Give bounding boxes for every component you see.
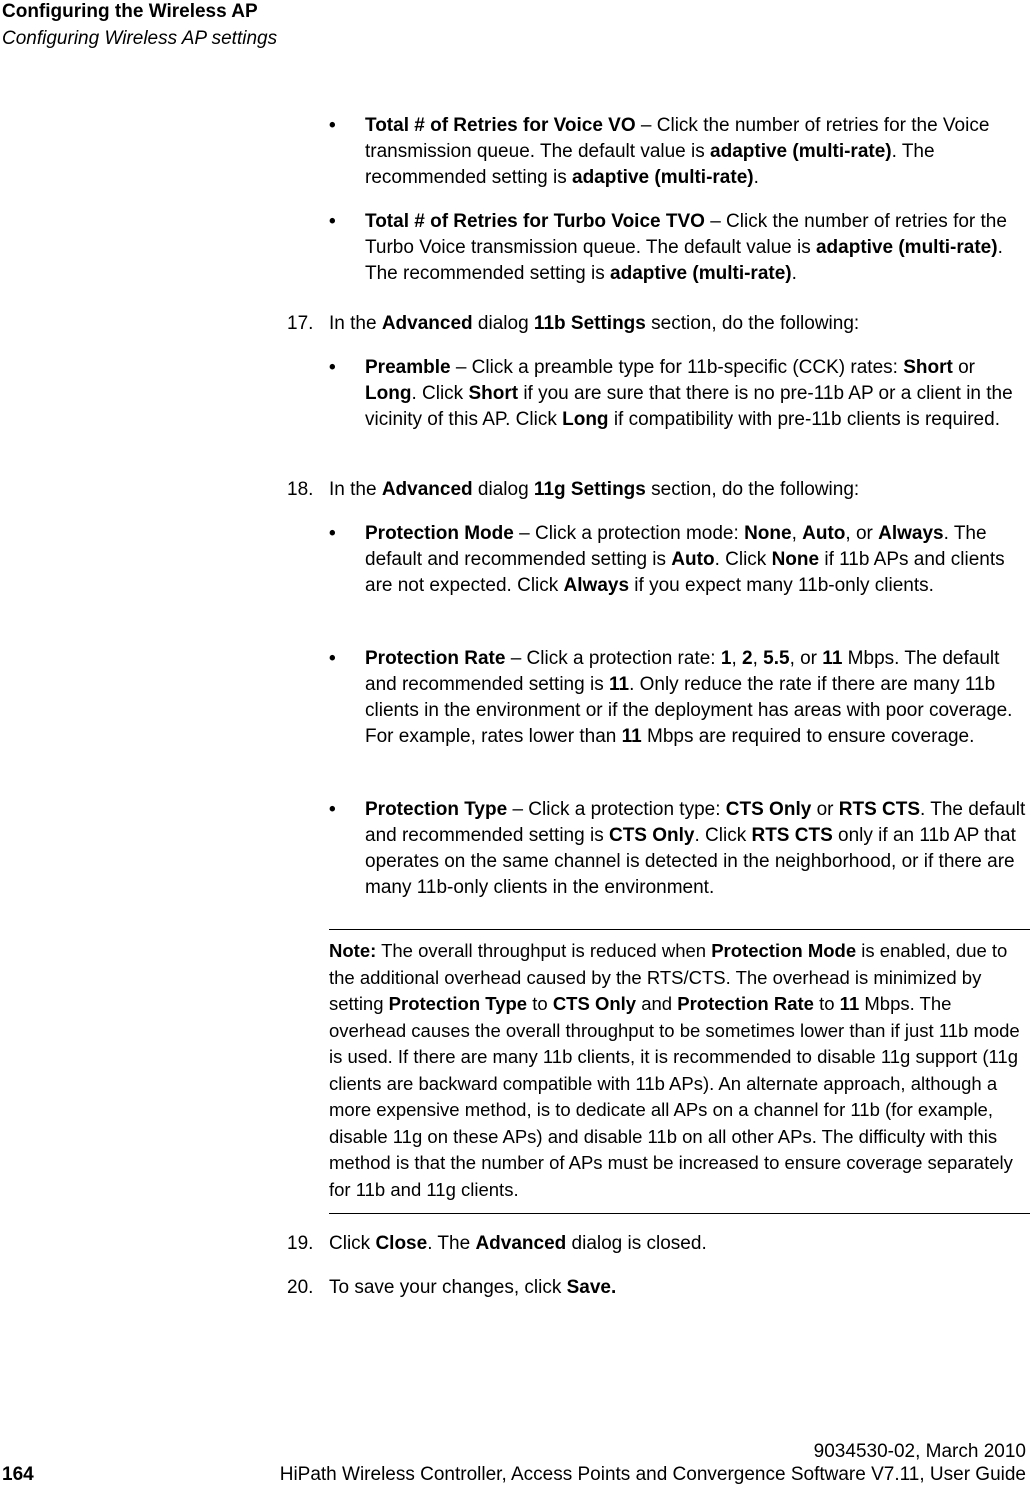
- bullet-mark: •: [329, 523, 336, 544]
- footer-page-number: 164: [2, 1464, 34, 1485]
- bullet-mark: •: [329, 115, 336, 136]
- term: Protection Type: [365, 799, 508, 820]
- bullet-text: Protection Mode – Click a protection mode: None, Auto, or Always. The default and recommended setting is Auto. Click None if 11b APs and clients are not expected. Click Always if you expect many 11b-only clients.: [365, 523, 1005, 596]
- step-18: 18. In the Advanced dialog 11g Settings section, do the following:: [287, 477, 1027, 503]
- bullet-preamble: [329, 355, 1026, 433]
- step-number: 20.: [287, 1277, 314, 1298]
- bullet-protection-rate: [329, 646, 1026, 750]
- bullet-text: Preamble – Click a preamble type for 11b-specific (CCK) rates: Short or Long. Click Short if you are sure that there is no pre-11b AP or a client in the vicinity of this AP. Click Long if compatibility with pre-11b clients is required.: [365, 357, 1013, 430]
- note-label: Note:: [329, 940, 377, 961]
- running-header-title: Configuring the Wireless AP: [2, 1, 258, 22]
- step-number: 17.: [287, 313, 314, 334]
- step-20: 20. To save your changes, click Save.: [287, 1275, 1027, 1301]
- bullet-mark: •: [329, 211, 336, 232]
- term: Protection Rate: [365, 648, 506, 669]
- footer-doc-number-date: 9034530-02, March 2010: [813, 1441, 1026, 1462]
- bullet-retries-voice-vo: [329, 113, 1026, 191]
- bullet-text: Protection Rate – Click a protection rate: 1, 2, 5.5, or 11 Mbps. The default and recommended setting is 11. Only reduce the rate if there are many 11b clients in the environment or if the deployment has areas with poor coverage. For example, rates lower than 11 Mbps are required to ensure coverage.: [365, 648, 1013, 747]
- step-17: 17. In the Advanced dialog 11b Settings section, do the following:: [287, 311, 1027, 337]
- term: Total # of Retries for Voice VO: [365, 115, 636, 136]
- term: Protection Mode: [365, 523, 514, 544]
- footer-doc-title: HiPath Wireless Controller, Access Points and Convergence Software V7.11, User Guide: [279, 1464, 1026, 1485]
- bullet-mark: •: [329, 648, 336, 669]
- bullet-mark: •: [329, 799, 336, 820]
- step-number: 19.: [287, 1233, 314, 1254]
- bullet-retries-turbo-voice-tvo: [329, 209, 1026, 287]
- bullet-protection-mode: [329, 521, 1026, 599]
- step-number: 18.: [287, 479, 314, 500]
- bullet-text: Protection Type – Click a protection type: CTS Only or RTS CTS. The default and recommended setting is CTS Only. Click RTS CTS only if an 11b AP that operates on the same channel is detected in the neighborhood, or if there are many 11b-only clients in the environment.: [365, 799, 1026, 898]
- note-box: Note: The overall throughput is reduced when Protection Mode is enabled, due to the additional overhead caused by the RTS/CTS. The overhead is minimized by setting Protection Type to CTS Only and Protection Rate to 11 Mbps. The overhead causes the overall throughput to be sometimes lower than if just 11b mode is used. If there are many 11b clients, it is recommended to disable 11g support (11g clients are backward compatible with 11b APs). An alternate approach, although a more expensive method, is to dedicate all APs on a channel for 11b (for example, disable 11g on these APs) and disable 11b on all other APs. The difficulty with this method is that the number of APs must be increased to ensure coverage separately for 11b and 11g clients.: [329, 929, 1030, 1214]
- term: Preamble: [365, 357, 451, 378]
- bullet-text: Total # of Retries for Turbo Voice TVO – Click the number of retries for the Turbo Voice transmission queue. The default value is adaptive (multi-rate). The recommended setting is adaptive (multi-rate).: [365, 211, 1007, 284]
- running-header-subtitle: Configuring Wireless AP settings: [2, 28, 278, 49]
- step-19: 19. Click Close. The Advanced dialog is closed.: [287, 1231, 1027, 1257]
- bullet-mark: •: [329, 357, 336, 378]
- term: Total # of Retries for Turbo Voice TVO: [365, 211, 705, 232]
- bullet-protection-type: [329, 797, 1026, 901]
- bullet-text: Total # of Retries for Voice VO – Click the number of retries for the Voice transmission queue. The default value is adaptive (multi-rate). The recommended setting is adaptive (multi-rate).: [365, 115, 990, 188]
